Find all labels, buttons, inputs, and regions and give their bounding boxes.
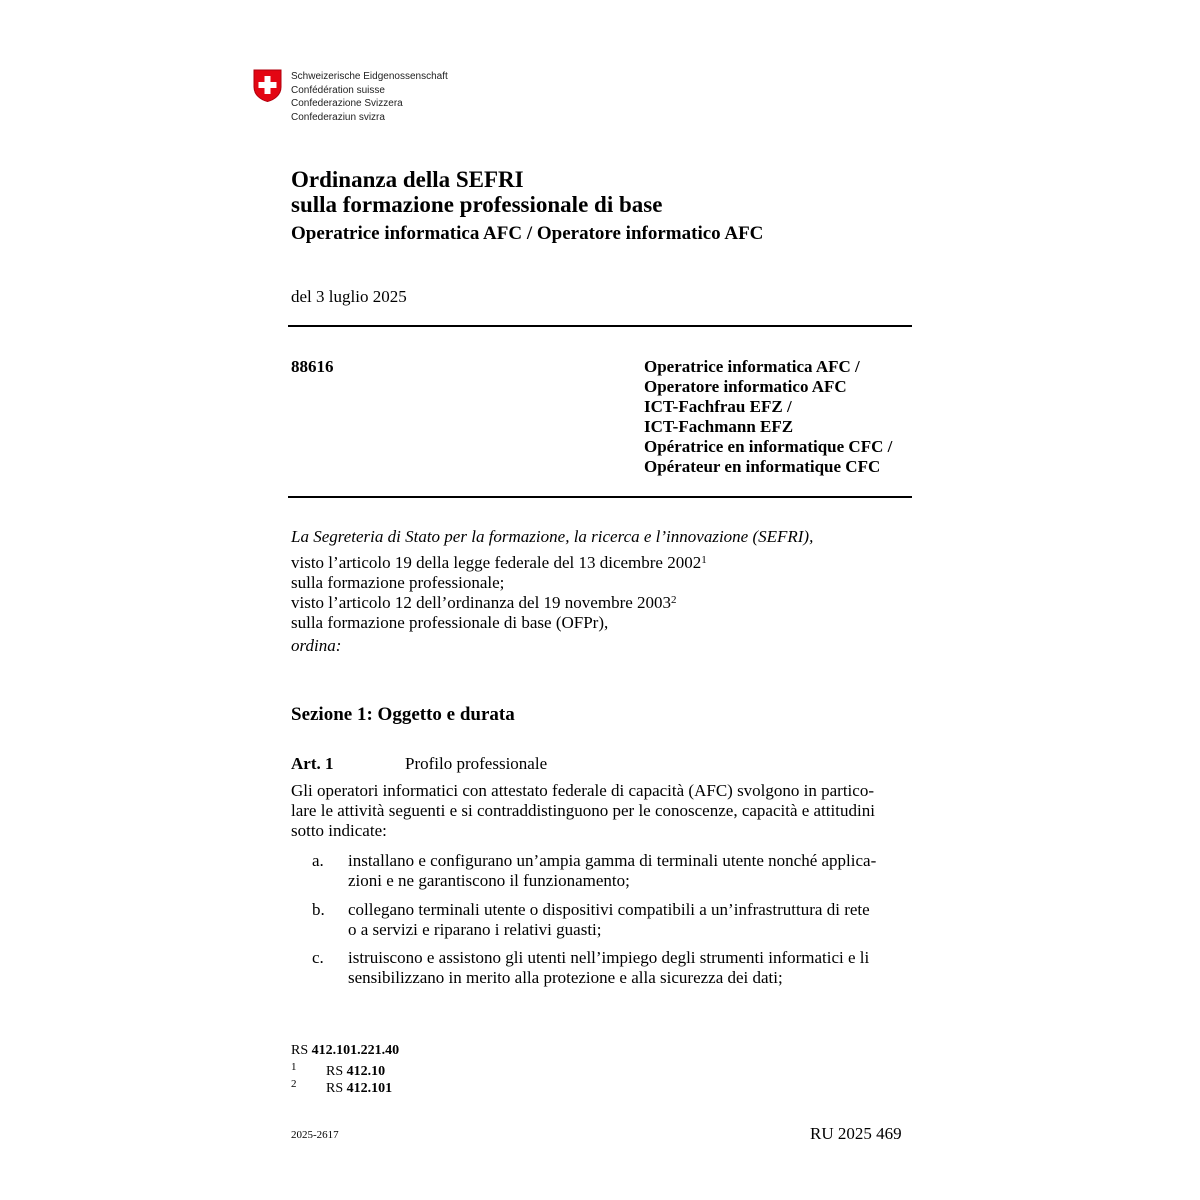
intro-line: Gli operatori informatici con attestato federale di capacità (AFC) svolgono in partico- [291,781,874,800]
title-line: sulla formazione professionale di base [291,192,663,217]
intro-line: lare le attività seguenti e si contraddistinguono per le conoscenze, capacità e attitudini [291,801,875,820]
footnote-ref-1[interactable]: 1 [701,554,707,566]
rs-reference: RS 412.101.221.40 [291,1043,400,1058]
article-intro [291,781,911,841]
occupation-title: ICT-Fachfrau EFZ / [644,397,792,416]
preamble-line: visto l’articolo 19 della legge federale del 13 dicembre 2002$^1$ [291,553,707,572]
list-item-label: c. [312,948,324,967]
confederation-name-fr: Confédération suisse [291,84,385,96]
list-item-label: b. [312,900,325,919]
document-number: 88616 [291,357,334,376]
footnote-ref-2[interactable]: 2 [671,594,677,606]
preamble-line: sulla formazione professionale di base (OFPr), [291,613,609,632]
confederation-names [291,70,448,124]
intro-line: sotto indicate: [291,821,387,840]
preamble-decree: ordina: [291,636,342,655]
confederation-name-rm: Confederaziun svizra [291,111,385,123]
title-line: Ordinanza della SEFRI [291,167,524,192]
list-item-label: a. [312,851,324,870]
confederation-name-de: Schweizerische Eidgenossenschaft [291,71,448,82]
occupation-title: Operatrice informatica AFC / [644,357,860,376]
footer-document-id: 2025-2617 [291,1129,339,1141]
preamble-authority: La Segreteria di Stato per la formazione, la ricerca e l’innovazione (SEFRI), [291,527,814,546]
footer-ru-reference: RU 2025 469 [810,1124,902,1143]
occupation-title: Opératrice en informatique CFC / [644,437,893,456]
occupation-title: Opérateur en informatique CFC [644,457,881,476]
occupation-title: Operatore informatico AFC [644,377,847,396]
swiss-flag-logo [253,69,282,102]
occupation-titles [644,357,892,477]
list-item-line: zioni e ne garantiscono il funzionamento; [348,871,630,890]
preamble-line: visto l’articolo 12 dell’ordinanza del 19 novembre 2003$^2$ [291,593,677,612]
list-item-line: istruiscono e assistono gli utenti nell’impiego degli strumenti informatici e li [348,948,870,967]
occupation-title: ICT-Fachmann EFZ [644,417,794,436]
document-subtitle: Operatrice informatica AFC / Operatore informatico AFC [291,223,764,244]
section-heading: Sezione 1: Oggetto e durata [291,704,515,725]
divider-bottom [288,496,912,498]
list-item-line: sensibilizzano in merito alla protezione e alla sicurezza dei dati; [348,968,783,987]
list-item-line: installano e configurano un’ampia gamma di terminali utente nonché applica- [348,851,877,870]
preamble [291,527,813,656]
preamble-line: sulla formazione professionale; [291,573,505,592]
document-date: del 3 luglio 2025 [291,287,407,306]
divider-top [288,325,912,327]
footnote-number: 1 [291,1061,297,1073]
list-item-line: collegano terminali utente o dispositivi compatibili a un’infrastruttura di rete [348,900,870,919]
confederation-name-it: Confederazione Svizzera [291,98,403,109]
article-title: Profilo professionale [405,754,548,773]
document-title [291,167,662,217]
list-item-line: o a servizi e riparano i relativi guasti; [348,920,602,939]
footnote-number: 2 [291,1078,297,1090]
article-number: Art. 1 [291,754,334,773]
